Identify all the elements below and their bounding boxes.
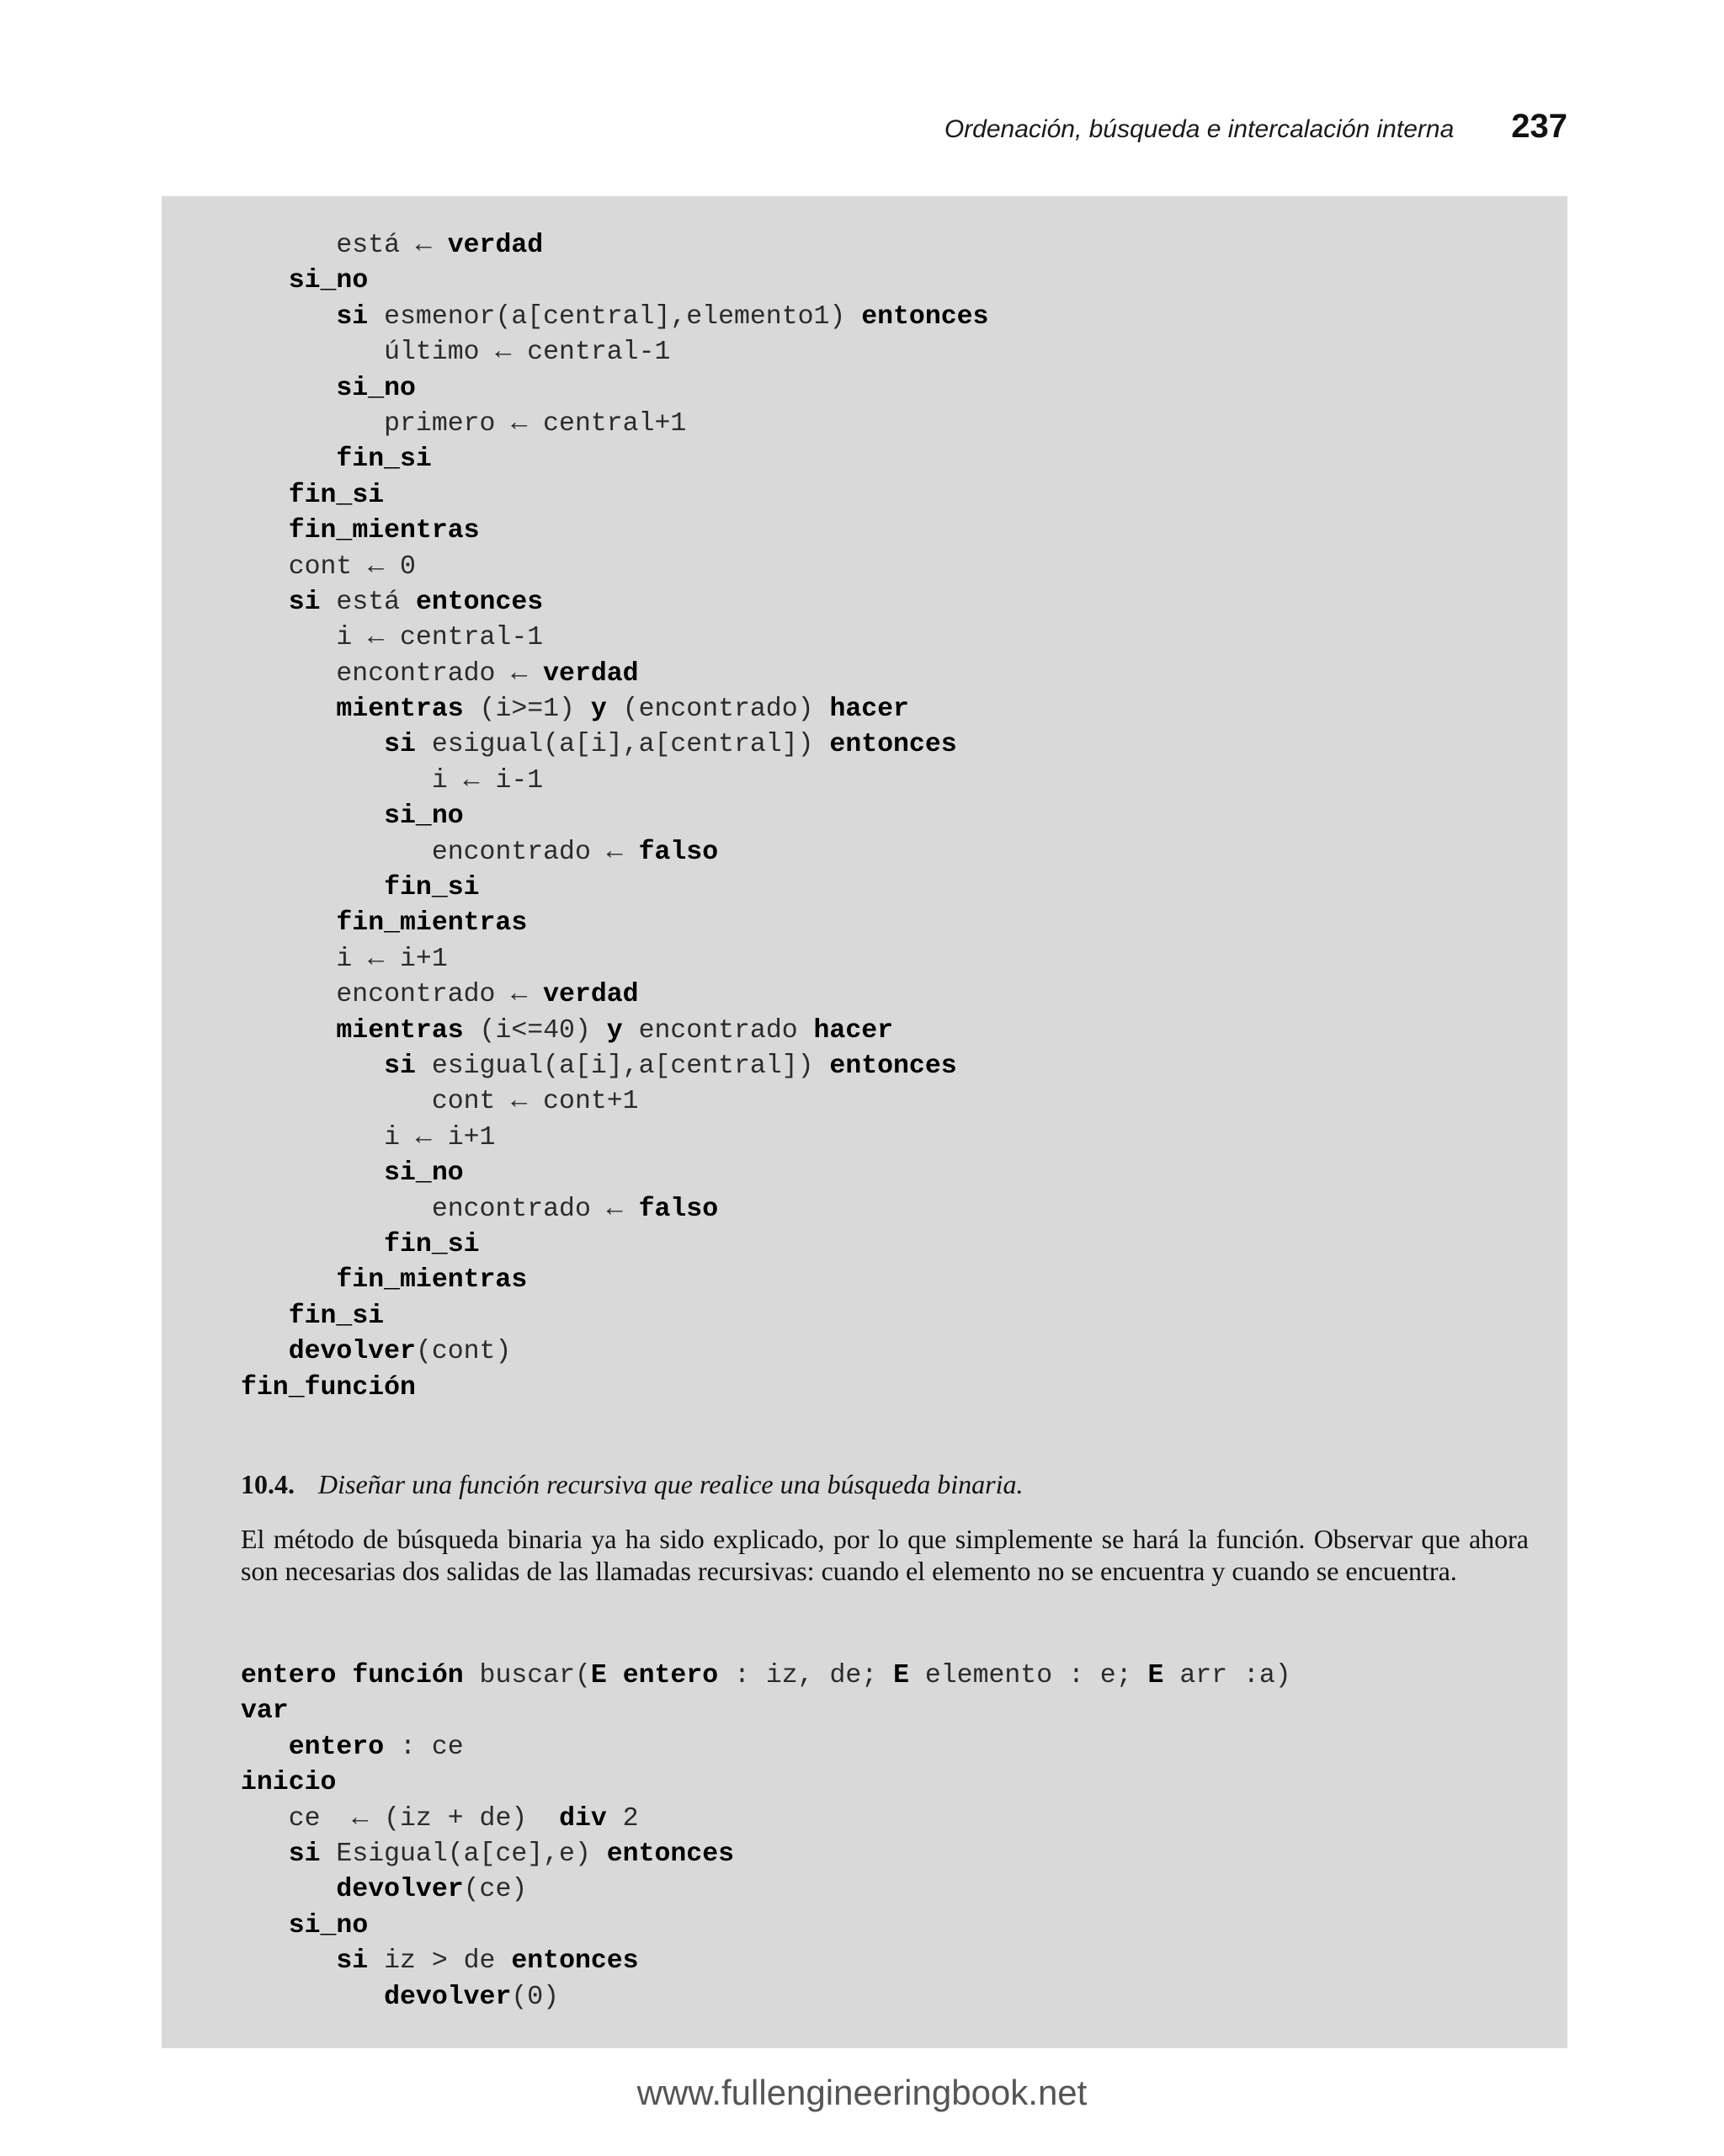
code-text: esmenor(a[central],elemento1): [368, 301, 862, 332]
code-keyword: si: [384, 730, 416, 760]
code-line: [241, 300, 988, 335]
code-keyword: div: [559, 1803, 607, 1834]
code-text: último ← central-1: [384, 338, 671, 368]
code-text: (cont): [415, 1337, 512, 1367]
running-header: [944, 108, 1567, 146]
code-keyword: E: [1147, 1661, 1164, 1690]
code-line: [241, 1263, 988, 1298]
code-keyword: entero: [288, 1732, 385, 1762]
code-keyword: si_no: [384, 1158, 464, 1189]
code-line: [241, 906, 988, 941]
code-keyword: verdad: [447, 231, 544, 260]
code-text: (ce): [463, 1875, 528, 1905]
code-text: encontrado: [622, 1015, 814, 1046]
code-text: i ← i-1: [431, 765, 544, 796]
code-keyword: falso: [638, 837, 719, 867]
code-line: [241, 870, 988, 906]
code-keyword: si: [336, 1946, 369, 1977]
code-line: [241, 1121, 988, 1156]
code-text: : iz, de;: [718, 1661, 894, 1690]
code-text: cont ← cont+1: [431, 1087, 639, 1117]
code-keyword: entero: [622, 1661, 719, 1690]
code-line: [241, 1049, 988, 1084]
code-line: [241, 942, 988, 977]
code-line: [241, 1765, 1291, 1801]
explanation-paragraph: El método de búsqueda binaria ya ha sido explicado, por lo que simplemente se hará la función. Observar que ahora son necesarias dos salidas de las llamadas recursivas: cuando el elemento no se encuentra y cuando se encuentra.: [241, 1524, 1529, 1586]
code-keyword: fin_si: [384, 873, 480, 903]
code-line: [241, 727, 988, 763]
code-text: iz > de: [368, 1946, 512, 1977]
code-line: [241, 977, 988, 1013]
code-text: i ← i+1: [336, 944, 448, 974]
code-text: (i>=1): [463, 695, 591, 725]
exercise-heading: [241, 1469, 1024, 1500]
code-text: encontrado ←: [336, 980, 544, 1010]
code-keyword: si_no: [384, 801, 464, 832]
code-line: [241, 1658, 1291, 1694]
code-line: [241, 692, 988, 727]
code-line: [241, 1908, 1291, 1944]
code-keyword: fin_función: [241, 1372, 416, 1403]
code-keyword: falso: [638, 1194, 719, 1224]
footer-url: www.fullengineeringbook.net: [636, 2073, 1088, 2112]
code-keyword: verdad: [543, 658, 639, 689]
code-keyword: y: [590, 695, 607, 725]
code-text: esigual(a[i],a[central]): [415, 1051, 830, 1081]
code-keyword: mientras: [336, 695, 464, 725]
code-keyword: fin_mientras: [288, 516, 480, 546]
code-keyword: hacer: [829, 695, 909, 725]
code-keyword: y: [606, 1015, 623, 1046]
code-line: [241, 1334, 988, 1370]
code-keyword: hacer: [813, 1015, 894, 1046]
code-line: [241, 1156, 988, 1191]
code-text: encontrado ←: [431, 837, 639, 867]
code-text: (encontrado): [606, 695, 830, 725]
code-text: primero ← central+1: [384, 408, 687, 439]
code-line: [241, 514, 988, 549]
code-keyword: entero: [241, 1661, 337, 1690]
code-text: (i<=40): [463, 1015, 607, 1046]
code-keyword: mientras: [336, 1015, 464, 1046]
code-text: buscar(: [463, 1661, 591, 1690]
code-line: [241, 1837, 1291, 1872]
code-text: encontrado ←: [431, 1194, 639, 1224]
code-panel: [162, 196, 1567, 2048]
code-text: [607, 1661, 623, 1690]
code-line: [241, 1014, 988, 1049]
code-text: arr :a): [1163, 1661, 1291, 1690]
code-keyword: si: [384, 1051, 416, 1081]
code-line: [241, 1694, 1291, 1729]
code-line: [241, 1730, 1291, 1765]
code-keyword: devolver: [336, 1875, 464, 1905]
code-text: cont ← 0: [288, 551, 416, 582]
code-text: está: [320, 587, 416, 617]
code-text: : ce: [384, 1732, 464, 1762]
code-text: [336, 1661, 352, 1690]
code-line: [241, 1802, 1291, 1837]
code-keyword: si: [288, 1839, 321, 1869]
code-keyword: entonces: [829, 730, 957, 760]
code-keyword: entonces: [606, 1839, 735, 1869]
code-keyword: devolver: [384, 1982, 512, 2012]
page-number: 237: [1511, 108, 1567, 145]
code-keyword: fin_si: [336, 445, 432, 475]
code-text: elemento : e;: [908, 1661, 1148, 1690]
code-keyword: fin_si: [288, 1301, 385, 1331]
code-keyword: devolver: [288, 1337, 416, 1367]
code-line: [241, 585, 988, 620]
code-line: [241, 442, 988, 477]
exercise-statement: Diseñar una función recursiva que realice una búsqueda binaria.: [318, 1469, 1024, 1499]
code-line: [241, 407, 988, 442]
code-line: [241, 1980, 1291, 2015]
code-line: [241, 620, 988, 656]
code-line: [241, 1944, 1291, 1979]
code-text: ce ← (iz + de): [288, 1803, 560, 1834]
code-keyword: fin_mientras: [336, 1265, 528, 1296]
code-line: [241, 264, 988, 299]
code-text: Esigual(a[ce],e): [320, 1839, 607, 1869]
code-text: encontrado ←: [336, 658, 544, 689]
code-block-continuation: [241, 228, 988, 1406]
code-keyword: inicio: [241, 1768, 337, 1798]
code-keyword: verdad: [543, 980, 639, 1010]
code-line: [241, 1299, 988, 1334]
code-line: [241, 478, 988, 514]
code-keyword: var: [241, 1696, 289, 1727]
code-text: esigual(a[i],a[central]): [415, 730, 830, 760]
code-keyword: si_no: [288, 266, 369, 296]
code-keyword: fin_si: [288, 480, 385, 510]
code-keyword: E: [893, 1661, 909, 1690]
code-line: [241, 657, 988, 692]
code-line: [241, 1371, 988, 1406]
code-text: i ← i+1: [384, 1122, 496, 1153]
code-text: (0): [511, 1982, 560, 2012]
chapter-title: Ordenación, búsqueda e intercalación interna: [944, 115, 1455, 143]
code-text: i ← central-1: [336, 623, 544, 653]
code-line: [241, 1227, 988, 1263]
code-keyword: fin_mientras: [336, 908, 528, 939]
code-line: [241, 764, 988, 799]
code-line: [241, 1192, 988, 1227]
code-line: [241, 1084, 988, 1120]
code-keyword: si: [288, 587, 321, 617]
code-keyword: si_no: [288, 1910, 369, 1940]
code-line: [241, 799, 988, 834]
exercise-number: 10.4.: [241, 1469, 295, 1499]
code-keyword: entonces: [511, 1946, 639, 1977]
code-keyword: fin_si: [384, 1229, 480, 1259]
code-line: [241, 335, 988, 370]
code-keyword: función: [352, 1661, 464, 1690]
code-keyword: entonces: [415, 587, 544, 617]
code-text: 2: [606, 1803, 639, 1834]
code-block-buscar: [241, 1658, 1291, 2015]
code-text: está ←: [336, 231, 448, 260]
code-keyword: E: [590, 1661, 607, 1690]
code-keyword: si: [336, 301, 369, 332]
code-line: [241, 550, 988, 585]
code-line: [241, 835, 988, 870]
code-keyword: si_no: [336, 373, 416, 403]
code-keyword: entonces: [829, 1051, 957, 1081]
code-line: [241, 1872, 1291, 1908]
code-line: [241, 371, 988, 407]
code-line: [241, 228, 988, 264]
code-keyword: entonces: [861, 301, 989, 332]
